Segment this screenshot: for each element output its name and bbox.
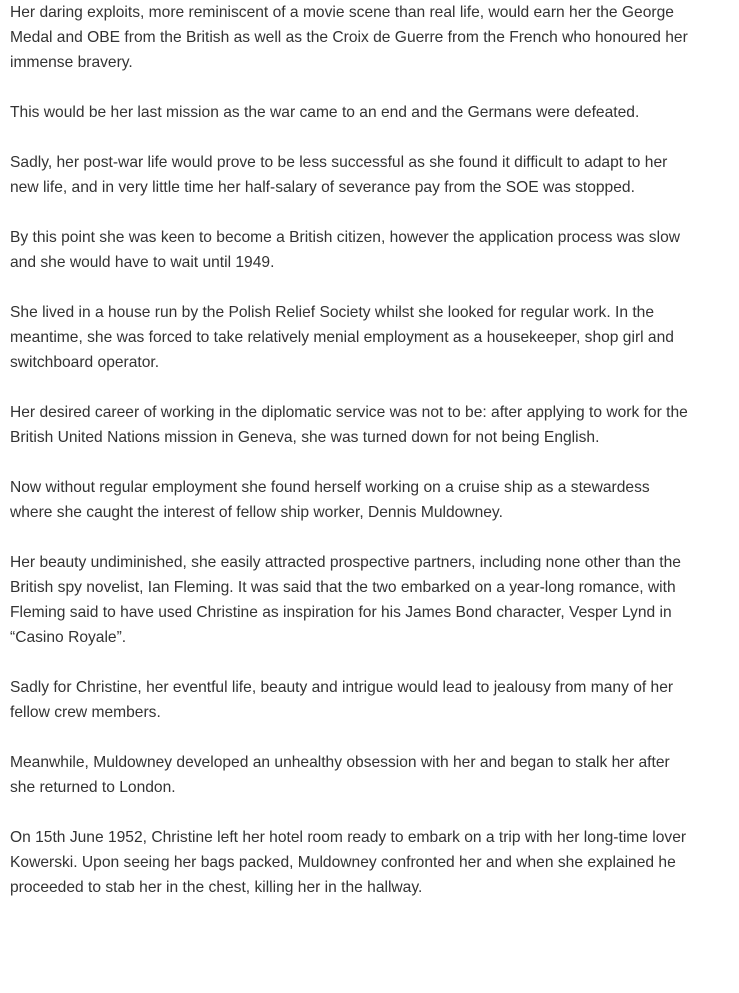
article-paragraph: Meanwhile, Muldowney developed an unhealthy obsession with her and began to stalk her after she returned to London.: [10, 754, 670, 796]
article-paragraph: Sadly for Christine, her eventful life, beauty and intrigue would lead to jealousy from many of her fellow crew members.: [10, 679, 674, 721]
article-paragraph: On 15th June 1952, Christine left her hotel room ready to embark on a trip with her long-time lover Kowerski. Upon seeing her bags packed, Muldowney confronted her and when she explained he proceeded to stab her in the chest, killing her in the hallway.: [10, 829, 687, 896]
article-body: [10, 0, 690, 900]
article-paragraph: Her daring exploits, more reminiscent of a movie scene than real life, would earn her the George Medal and OBE from the British as well as the Croix de Guerre from the French who honoured her immense bravery.: [10, 4, 688, 71]
article-paragraph: Her beauty undiminished, she easily attracted prospective partners, including none other than the British spy novelist, Ian Fleming. It was said that the two embarked on a year-long romance, with Fleming said to have used Christine as inspiration for his James Bond character, Vesper Lynd in “Casino Royale”.: [10, 554, 681, 646]
article-paragraph: Now without regular employment she found herself working on a cruise ship as a stewardess where she caught the interest of fellow ship worker, Dennis Muldowney.: [10, 479, 650, 521]
article-paragraph: By this point she was keen to become a British citizen, however the application process was slow and she would have to wait until 1949.: [10, 229, 680, 271]
article-paragraph: This would be her last mission as the war came to an end and the Germans were defeated.: [10, 104, 640, 121]
article-paragraph: Her desired career of working in the diplomatic service was not to be: after applying to work for the British United Nations mission in Geneva, she was turned down for not being English.: [10, 404, 688, 446]
article-paragraph: She lived in a house run by the Polish Relief Society whilst she looked for regular work. In the meantime, she was forced to take relatively menial employment as a housekeeper, shop girl and switchboard operator.: [10, 304, 674, 371]
article-paragraph: Sadly, her post-war life would prove to be less successful as she found it difficult to adapt to her new life, and in very little time her half-salary of severance pay from the SOE was stopped.: [10, 154, 668, 196]
